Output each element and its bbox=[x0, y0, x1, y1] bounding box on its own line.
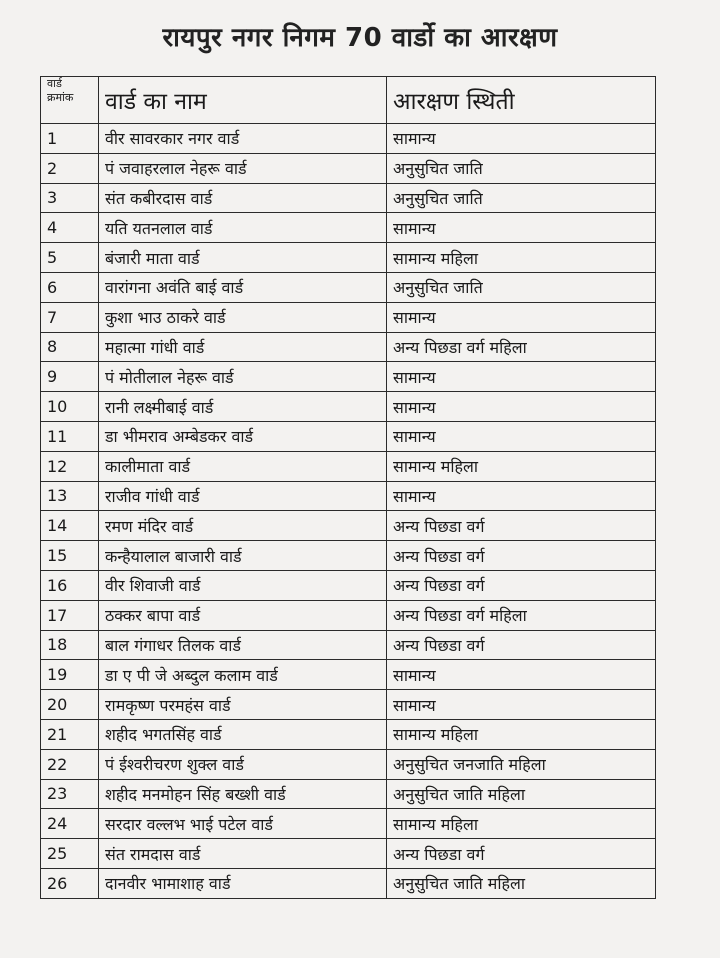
table-row bbox=[41, 421, 656, 451]
ward-number-cell: 14 bbox=[41, 511, 99, 541]
reservation-status-cell: सामान्य महिला bbox=[387, 809, 656, 839]
table-row bbox=[41, 839, 656, 869]
ward-number-cell: 12 bbox=[41, 451, 99, 481]
ward-name-cell: डा भीमराव अम्बेडकर वार्ड bbox=[99, 421, 387, 451]
ward-number-cell: 25 bbox=[41, 839, 99, 869]
table-row bbox=[41, 213, 656, 243]
ward-name-cell: वीर शिवाजी वार्ड bbox=[99, 570, 387, 600]
table-row bbox=[41, 183, 656, 213]
ward-number-cell: 22 bbox=[41, 749, 99, 779]
reservation-status-cell: सामान्य bbox=[387, 481, 656, 511]
table-row bbox=[41, 332, 656, 362]
table-row bbox=[41, 243, 656, 273]
ward-name-cell: कालीमाता वार्ड bbox=[99, 451, 387, 481]
ward-reservation-table bbox=[40, 76, 656, 899]
ward-number-cell: 17 bbox=[41, 600, 99, 630]
table-row bbox=[41, 630, 656, 660]
ward-number-cell: 5 bbox=[41, 243, 99, 273]
ward-name-cell: संत रामदास वार्ड bbox=[99, 839, 387, 869]
ward-name-cell: दानवीर भामाशाह वार्ड bbox=[99, 868, 387, 898]
ward-number-cell: 16 bbox=[41, 570, 99, 600]
table-row bbox=[41, 541, 656, 571]
reservation-status-cell: अन्य पिछडा वर्ग bbox=[387, 630, 656, 660]
ward-name-cell: शहीद भगतसिंह वार्ड bbox=[99, 719, 387, 749]
header-reservation-status: आरक्षण स्थिती bbox=[387, 77, 656, 124]
table-row bbox=[41, 690, 656, 720]
ward-name-cell: पं जवाहरलाल नेहरू वार्ड bbox=[99, 153, 387, 183]
table-row bbox=[41, 868, 656, 898]
ward-name-cell: वीर सावरकार नगर वार्ड bbox=[99, 124, 387, 154]
reservation-status-cell: अन्य पिछडा वर्ग महिला bbox=[387, 600, 656, 630]
reservation-status-cell: अनुसुचित जाति महिला bbox=[387, 779, 656, 809]
ward-name-cell: वारांगना अवंति बाई वार्ड bbox=[99, 272, 387, 302]
table-row bbox=[41, 362, 656, 392]
reservation-status-cell: अन्य पिछडा वर्ग bbox=[387, 839, 656, 869]
reservation-status-cell: सामान्य bbox=[387, 213, 656, 243]
ward-name-cell: सरदार वल्लभ भाई पटेल वार्ड bbox=[99, 809, 387, 839]
reservation-status-cell: अनुसुचित जाति bbox=[387, 183, 656, 213]
ward-name-cell: कुशा भाउ ठाकरे वार्ड bbox=[99, 302, 387, 332]
ward-number-cell: 11 bbox=[41, 421, 99, 451]
ward-name-cell: रामकृष्ण परमहंस वार्ड bbox=[99, 690, 387, 720]
header-ward-number bbox=[41, 77, 99, 124]
ward-number-cell: 7 bbox=[41, 302, 99, 332]
ward-number-cell: 18 bbox=[41, 630, 99, 660]
ward-name-cell: संत कबीरदास वार्ड bbox=[99, 183, 387, 213]
header-ward-name: वार्ड का नाम bbox=[99, 77, 387, 124]
ward-number-cell: 9 bbox=[41, 362, 99, 392]
table-row bbox=[41, 570, 656, 600]
ward-number-cell: 21 bbox=[41, 719, 99, 749]
table-row bbox=[41, 153, 656, 183]
table-row bbox=[41, 451, 656, 481]
ward-number-cell: 20 bbox=[41, 690, 99, 720]
ward-number-cell: 10 bbox=[41, 392, 99, 422]
table-row bbox=[41, 124, 656, 154]
reservation-status-cell: सामान्य bbox=[387, 660, 656, 690]
table-row bbox=[41, 481, 656, 511]
reservation-status-cell: अनुसुचित जनजाति महिला bbox=[387, 749, 656, 779]
ward-name-cell: बाल गंगाधर तिलक वार्ड bbox=[99, 630, 387, 660]
ward-number-cell: 1 bbox=[41, 124, 99, 154]
ward-name-cell: कन्हैयालाल बाजारी वार्ड bbox=[99, 541, 387, 571]
reservation-status-cell: अन्य पिछडा वर्ग bbox=[387, 541, 656, 571]
ward-name-cell: बंजारी माता वार्ड bbox=[99, 243, 387, 273]
reservation-status-cell: सामान्य bbox=[387, 392, 656, 422]
table-row bbox=[41, 749, 656, 779]
ward-number-cell: 24 bbox=[41, 809, 99, 839]
ward-name-cell: राजीव गांधी वार्ड bbox=[99, 481, 387, 511]
reservation-status-cell: अन्य पिछडा वर्ग bbox=[387, 570, 656, 600]
reservation-status-cell: सामान्य महिला bbox=[387, 719, 656, 749]
ward-name-cell: यति यतनलाल वार्ड bbox=[99, 213, 387, 243]
ward-number-cell: 8 bbox=[41, 332, 99, 362]
reservation-status-cell: अनुसुचित जाति महिला bbox=[387, 868, 656, 898]
reservation-status-cell: सामान्य bbox=[387, 690, 656, 720]
ward-number-cell: 19 bbox=[41, 660, 99, 690]
ward-number-cell: 13 bbox=[41, 481, 99, 511]
ward-number-cell: 3 bbox=[41, 183, 99, 213]
ward-number-cell: 4 bbox=[41, 213, 99, 243]
page-title: रायपुर नगर निगम 70 वार्डो का आरक्षण bbox=[162, 23, 558, 53]
table-row bbox=[41, 302, 656, 332]
ward-name-cell: महात्मा गांधी वार्ड bbox=[99, 332, 387, 362]
ward-name-cell: शहीद मनमोहन सिंह बख्शी वार्ड bbox=[99, 779, 387, 809]
reservation-status-cell: सामान्य bbox=[387, 124, 656, 154]
ward-number-cell: 23 bbox=[41, 779, 99, 809]
reservation-status-cell: सामान्य bbox=[387, 302, 656, 332]
reservation-status-cell: अनुसुचित जाति bbox=[387, 153, 656, 183]
table-row bbox=[41, 719, 656, 749]
ward-number-cell: 6 bbox=[41, 272, 99, 302]
table-row bbox=[41, 392, 656, 422]
reservation-status-cell: अन्य पिछडा वर्ग bbox=[387, 511, 656, 541]
reservation-status-cell: अनुसुचित जाति bbox=[387, 272, 656, 302]
ward-name-cell: ठक्कर बापा वार्ड bbox=[99, 600, 387, 630]
header-ward-number-line1: वार्ड bbox=[47, 77, 62, 90]
table-row bbox=[41, 272, 656, 302]
ward-name-cell: रमण मंदिर वार्ड bbox=[99, 511, 387, 541]
table-row bbox=[41, 600, 656, 630]
reservation-status-cell: सामान्य महिला bbox=[387, 243, 656, 273]
ward-name-cell: डा ए पी जे अब्दुल कलाम वार्ड bbox=[99, 660, 387, 690]
ward-name-cell: पं मोतीलाल नेहरू वार्ड bbox=[99, 362, 387, 392]
table-row bbox=[41, 511, 656, 541]
table-row bbox=[41, 809, 656, 839]
reservation-status-cell: अन्य पिछडा वर्ग महिला bbox=[387, 332, 656, 362]
ward-name-cell: रानी लक्ष्मीबाई वार्ड bbox=[99, 392, 387, 422]
reservation-status-cell: सामान्य bbox=[387, 362, 656, 392]
reservation-status-cell: सामान्य bbox=[387, 421, 656, 451]
reservation-status-cell: सामान्य महिला bbox=[387, 451, 656, 481]
table-row bbox=[41, 779, 656, 809]
ward-number-cell: 26 bbox=[41, 868, 99, 898]
ward-number-cell: 2 bbox=[41, 153, 99, 183]
table-header-row bbox=[41, 77, 656, 124]
ward-number-cell: 15 bbox=[41, 541, 99, 571]
ward-name-cell: पं ईश्वरीचरण शुक्ल वार्ड bbox=[99, 749, 387, 779]
header-ward-number-line2: क्रमांक bbox=[47, 91, 74, 104]
table-row bbox=[41, 660, 656, 690]
